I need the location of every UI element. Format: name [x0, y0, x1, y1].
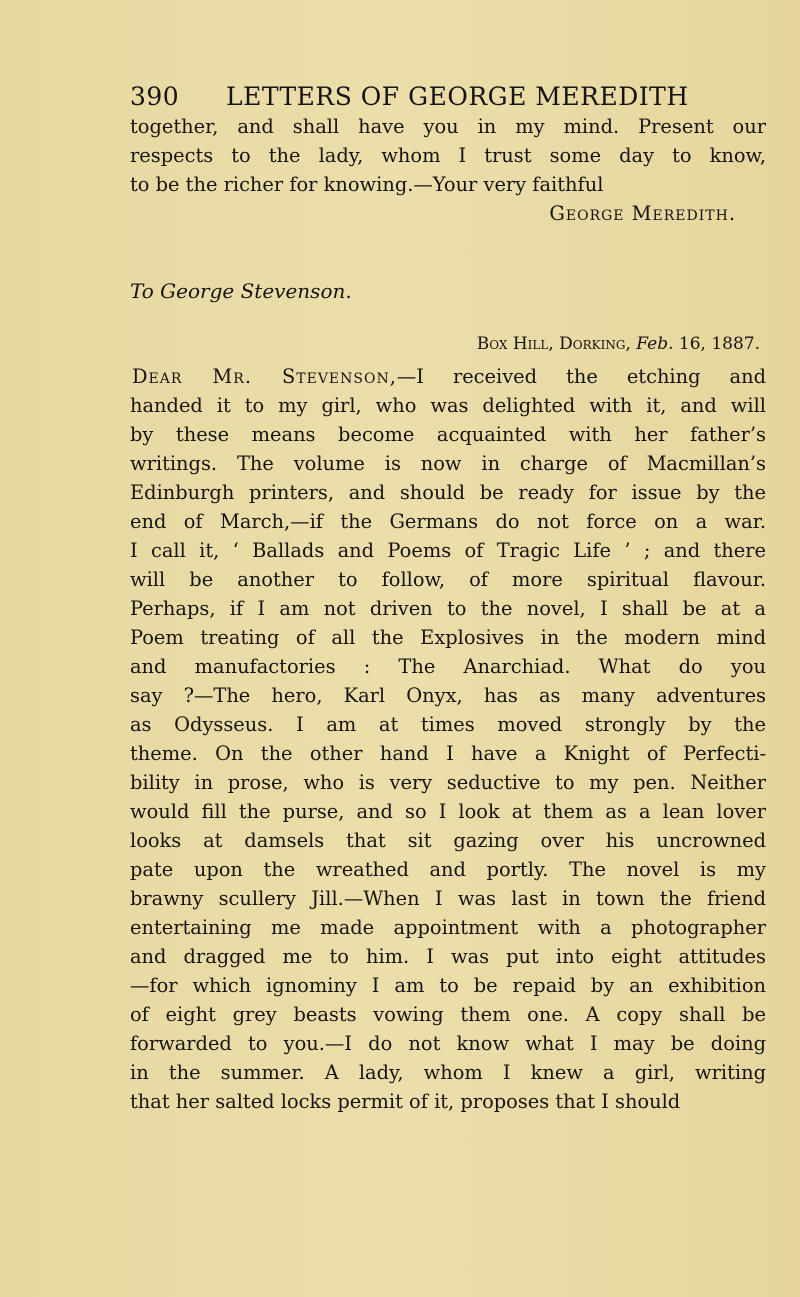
text-line: Edinburgh printers, and should be ready for issue by the — [130, 481, 766, 504]
dateline-month: Feb. — [636, 334, 674, 354]
text-line: looks at damsels that sit gazing over his uncrowned — [130, 829, 766, 852]
text-line: say ?—The hero, Karl Onyx, has as many adventures — [130, 684, 766, 707]
text-line: will be another to follow, of more spiritual flavour. — [130, 568, 766, 591]
running-title: LETTERS OF GEORGE MEREDITH — [226, 82, 689, 111]
signature: George Meredith. — [549, 202, 736, 225]
page-number: 390 — [130, 82, 180, 111]
letter-body — [130, 362, 766, 1116]
text-line: in the summer. A lady, whom I knew a girl, writing — [130, 1061, 766, 1084]
previous-letter-ending — [130, 112, 766, 228]
letter-addressee: To George Stevenson. — [130, 279, 352, 303]
text-line: by these means become acquainted with her father’s — [130, 423, 766, 446]
dateline-place: Box Hill, Dorking, — [476, 334, 631, 354]
text-line: together, and shall have you in my mind. Present our — [130, 115, 766, 138]
text-line: handed it to my girl, who was delighted with it, and will — [130, 394, 766, 417]
letter-dateline — [477, 334, 760, 354]
text-line: Poem treating of all the Explosives in the modern mind — [130, 626, 766, 649]
letter-lines — [130, 391, 766, 1116]
text-line: end of March,—if the Germans do not force on a war. — [130, 510, 766, 533]
running-header — [130, 82, 770, 116]
text-line: bility in prose, who is very seductive to my pen. Neither — [130, 771, 766, 794]
text-line: forwarded to you.—I do not know what I may be doing — [130, 1032, 766, 1055]
text-line: that her salted locks permit of it, proposes that I should — [130, 1090, 681, 1113]
text-line: and manufactories : The Anarchiad. What do you — [130, 655, 766, 678]
text-line: brawny scullery Jill.—When I was last in town the friend — [130, 887, 766, 910]
text-line: Perhaps, if I am not driven to the novel, I shall be at a — [130, 597, 766, 620]
first-line-text: —I received the etching and — [396, 365, 766, 388]
text-line: writings. The volume is now in charge of Macmillan’s — [130, 452, 766, 475]
text-line: to be the richer for knowing.—Your very faithful — [130, 173, 604, 196]
text-line: theme. On the other hand I have a Knight of Perfecti- — [130, 742, 766, 765]
text-line: and dragged me to him. I was put into eight attitudes — [130, 945, 766, 968]
dateline-day-year: 16, 1887. — [678, 334, 760, 354]
text-line: as Odysseus. I am at times moved strongly by the — [130, 713, 766, 736]
text-line: of eight grey beasts vowing them one. A copy shall be — [130, 1003, 766, 1026]
text-line: would fill the purse, and so I look at them as a lean lover — [130, 800, 766, 823]
text-line: —for which ignominy I am to be repaid by an exhibition — [130, 974, 766, 997]
text-line: pate upon the wreathed and portly. The novel is my — [130, 858, 766, 881]
text-line — [130, 362, 766, 391]
salutation: Dear Mr. Stevenson, — [132, 365, 397, 388]
text-line: entertaining me made appointment with a photographer — [130, 916, 766, 939]
text-line: I call it, ‘ Ballads and Poems of Tragic Life ’ ; and there — [130, 539, 766, 562]
text-line: respects to the lady, whom I trust some day to know, — [130, 144, 766, 167]
